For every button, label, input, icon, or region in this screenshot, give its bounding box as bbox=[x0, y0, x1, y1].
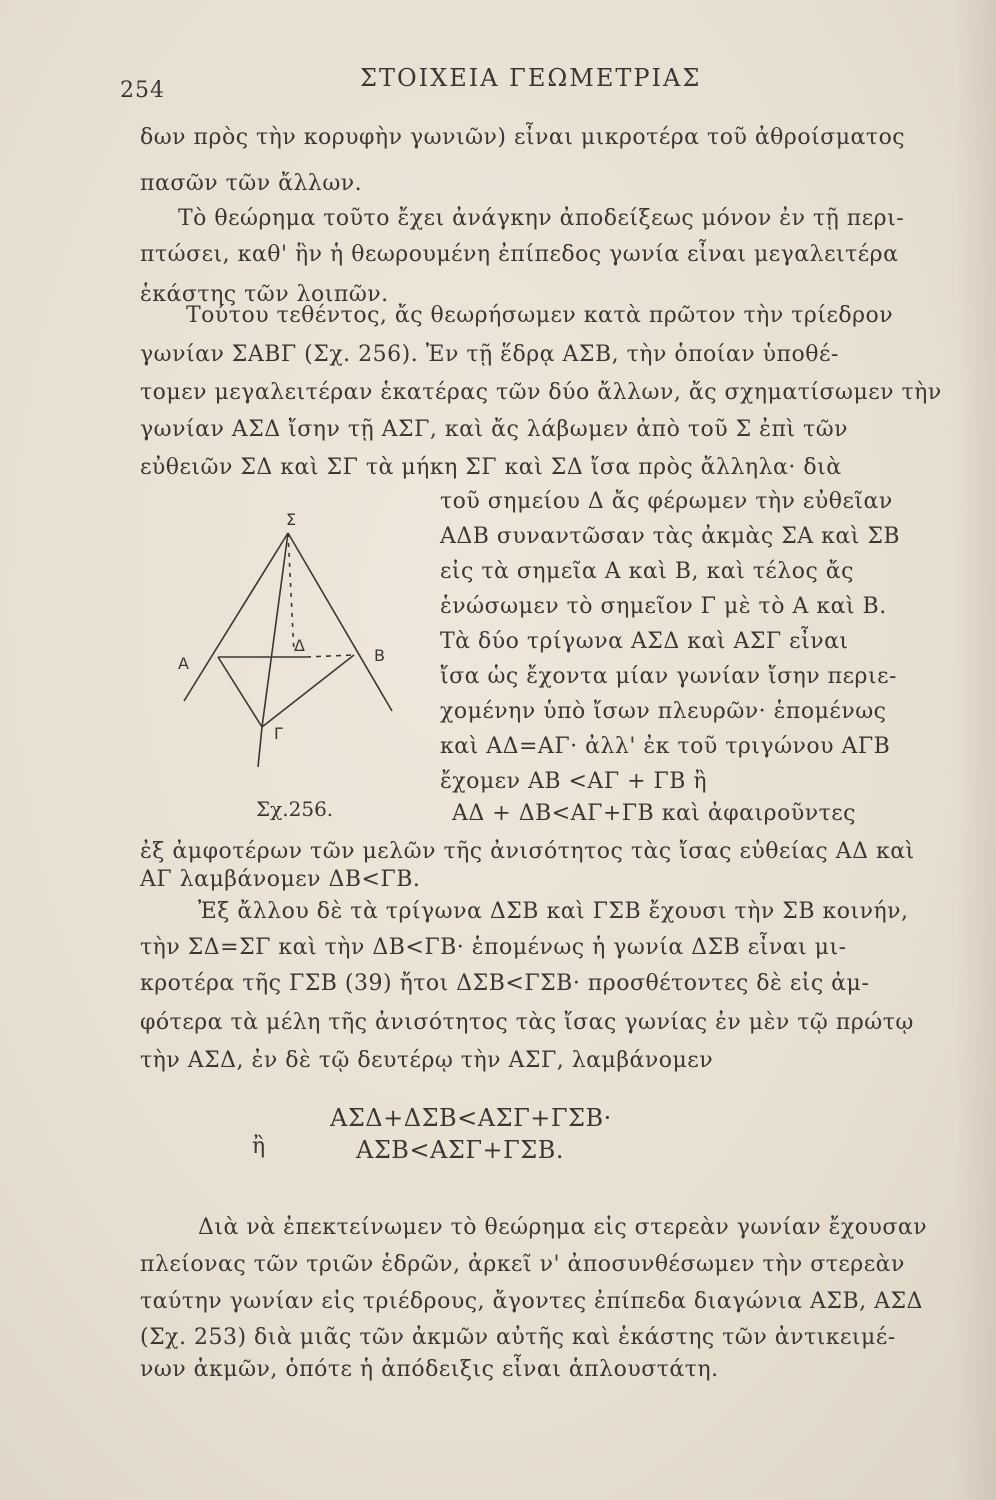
text-line: ἑκάστης τῶν λοιπῶν. bbox=[140, 282, 389, 307]
formula-line: ΑΣΒ<ΑΣΓ+ΓΣΒ. bbox=[356, 1136, 564, 1164]
text-line: ΑΔΒ συναντῶσαν τὰς ἀκμὰς ΣΑ καὶ ΣΒ bbox=[440, 524, 901, 549]
segment-delta-b bbox=[306, 655, 354, 657]
text-line: εὐθειῶν ΣΔ καὶ ΣΓ τὰ μήκη ΣΓ καὶ ΣΔ ἴσα πρὸς ἄλληλα· διὰ bbox=[140, 455, 842, 480]
geometry-figure bbox=[170, 505, 410, 835]
formula-line: ΑΣΔ+ΔΣΒ<ΑΣΓ+ΓΣΒ· bbox=[330, 1104, 612, 1132]
label-b: Β bbox=[374, 646, 385, 665]
text-line: (Σχ. 253) διὰ μιᾶς τῶν ἀκμῶν αὐτῆς καὶ ἑκάστης τῶν ἀντικειμέ- bbox=[140, 1325, 896, 1350]
edge-sigma-a bbox=[184, 533, 288, 701]
text-line: φότερα τὰ μέλη τῆς ἀνισότητος τὰς ἴσας γωνίας ἐν μὲν τῷ πρώτῳ bbox=[140, 1010, 914, 1035]
text-line: ἔχομεν ΑΒ <ΑΓ + ΓΒ ἢ bbox=[440, 769, 708, 794]
edge-extension bbox=[258, 727, 262, 767]
segment-a-gamma bbox=[218, 657, 262, 727]
text-line: τοῦ σημείου Δ ἄς φέρωμεν τὴν εὐθεῖαν bbox=[440, 489, 893, 514]
text-line: χομένην ὑπὸ ἴσων πλευρῶν· ἑπομένως bbox=[440, 699, 887, 724]
text-line: γωνίαν ΣΑΒΓ (Σχ. 256). Ἐν τῇ ἕδρᾳ ΑΣΒ, τὴν ὁποίαν ὑποθέ- bbox=[140, 342, 839, 367]
text-line: τὴν ΑΣΔ, ἐν δὲ τῷ δευτέρῳ τὴν ΑΣΓ, λαμβάνομεν bbox=[140, 1048, 714, 1073]
text-line: τομεν μεγαλειτέραν ἑκατέρας τῶν δύο ἄλλων, ἄς σχηματίσωμεν τὴν bbox=[140, 380, 942, 405]
text-line: Ἐξ ἄλλου δὲ τὰ τρίγωνα ΔΣΒ καὶ ΓΣΒ ἔχουσι τὴν ΣΒ κοινήν, bbox=[198, 899, 909, 924]
trihedral-angle-diagram bbox=[170, 505, 410, 835]
text-line: ΑΓ λαμβάνομεν ΔΒ<ΓΒ. bbox=[140, 867, 421, 892]
edge-sigma-delta bbox=[288, 533, 294, 653]
segment-gamma-b bbox=[262, 655, 354, 727]
text-line: ἐξ ἀμφοτέρων τῶν μελῶν τῆς ἀνισότητος τὰς ἴσας εὐθείας ΑΔ καὶ bbox=[140, 839, 915, 864]
page-edge-shadow bbox=[956, 0, 996, 1500]
label-gamma: Γ bbox=[274, 724, 283, 743]
text-line: πλείονας τῶν τριῶν ἑδρῶν, ἀρκεῖ ν' ἀποσυνθέσωμεν τὴν στερεὰν bbox=[140, 1252, 905, 1277]
text-line: γωνίαν ΑΣΔ ἴσην τῇ ΑΣΓ, καὶ ἄς λάβωμεν ἀπὸ τοῦ Σ ἐπὶ τῶν bbox=[140, 417, 849, 442]
text-line: εἰς τὰ σημεῖα Α καὶ Β, καὶ τέλος ἄς bbox=[440, 559, 854, 584]
formula-connector: ἢ bbox=[252, 1134, 266, 1159]
figure-caption: Σχ.256. bbox=[256, 797, 334, 821]
text-line: δων πρὸς τὴν κορυφὴν γωνιῶν) εἶναι μικροτέρα τοῦ ἀθροίσματος bbox=[140, 125, 906, 150]
text-line: καὶ ΑΔ=ΑΓ· ἀλλ' ἐκ τοῦ τριγώνου ΑΓΒ bbox=[440, 734, 891, 759]
edge-sigma-gamma bbox=[262, 533, 288, 727]
running-title: ΣΤΟΙΧΕΙΑ ΓΕΩΜΕΤΡΙΑΣ bbox=[360, 64, 702, 92]
edge-sigma-b bbox=[288, 533, 392, 711]
text-line: ταύτην γωνίαν εἰς τριέδρους, ἄγοντες ἐπίπεδα διαγώνια ΑΣΒ, ΑΣΔ bbox=[140, 1289, 923, 1314]
text-line: Τὰ δύο τρίγωνα ΑΣΔ καὶ ΑΣΓ εἶναι bbox=[440, 629, 849, 654]
label-sigma: Σ bbox=[286, 510, 297, 529]
text-line: ἑνώσωμεν τὸ σημεῖον Γ μὲ τὸ Α καὶ Β. bbox=[440, 594, 887, 619]
text-line: νων ἀκμῶν, ὁπότε ἡ ἀπόδειξις εἶναι ἁπλουστάτη. bbox=[140, 1357, 719, 1382]
text-line: πασῶν τῶν ἄλλων. bbox=[140, 171, 363, 196]
text-line: Διὰ νὰ ἐπεκτείνωμεν τὸ θεώρημα εἰς στερεὰν γωνίαν ἔχουσαν bbox=[198, 1215, 928, 1240]
text-line: κροτέρα τῆς ΓΣΒ (39) ἤτοι ΔΣΒ<ΓΣΒ· προσθέτοντες δὲ εἰς ἀμ- bbox=[140, 971, 870, 996]
label-a: Α bbox=[178, 654, 189, 673]
text-line: πτώσει, καθ' ἣν ἡ θεωρουμένη ἐπίπεδος γωνία εἶναι μεγαλειτέρα bbox=[140, 242, 899, 267]
text-line: Τούτου τεθέντος, ἄς θεωρήσωμεν κατὰ πρῶτον τὴν τρίεδρον bbox=[186, 303, 894, 328]
text-line: τὴν ΣΔ=ΣΓ καὶ τὴν ΔΒ<ΓΒ· ἑπομένως ἡ γωνία ΔΣΒ εἶναι μι- bbox=[140, 935, 847, 960]
running-header bbox=[0, 62, 996, 102]
text-line: ἴσα ὡς ἔχοντα μίαν γωνίαν ἴσην περιε- bbox=[440, 664, 897, 689]
text-line: ΑΔ + ΔΒ<ΑΓ+ΓΒ καὶ ἀφαιροῦντες bbox=[452, 801, 856, 826]
label-delta: Δ bbox=[294, 636, 305, 655]
text-line: Τὸ θεώρημα τοῦτο ἔχει ἀνάγκην ἀποδείξεως μόνον ἐν τῇ περι- bbox=[178, 206, 905, 231]
page-number: 254 bbox=[120, 78, 165, 103]
